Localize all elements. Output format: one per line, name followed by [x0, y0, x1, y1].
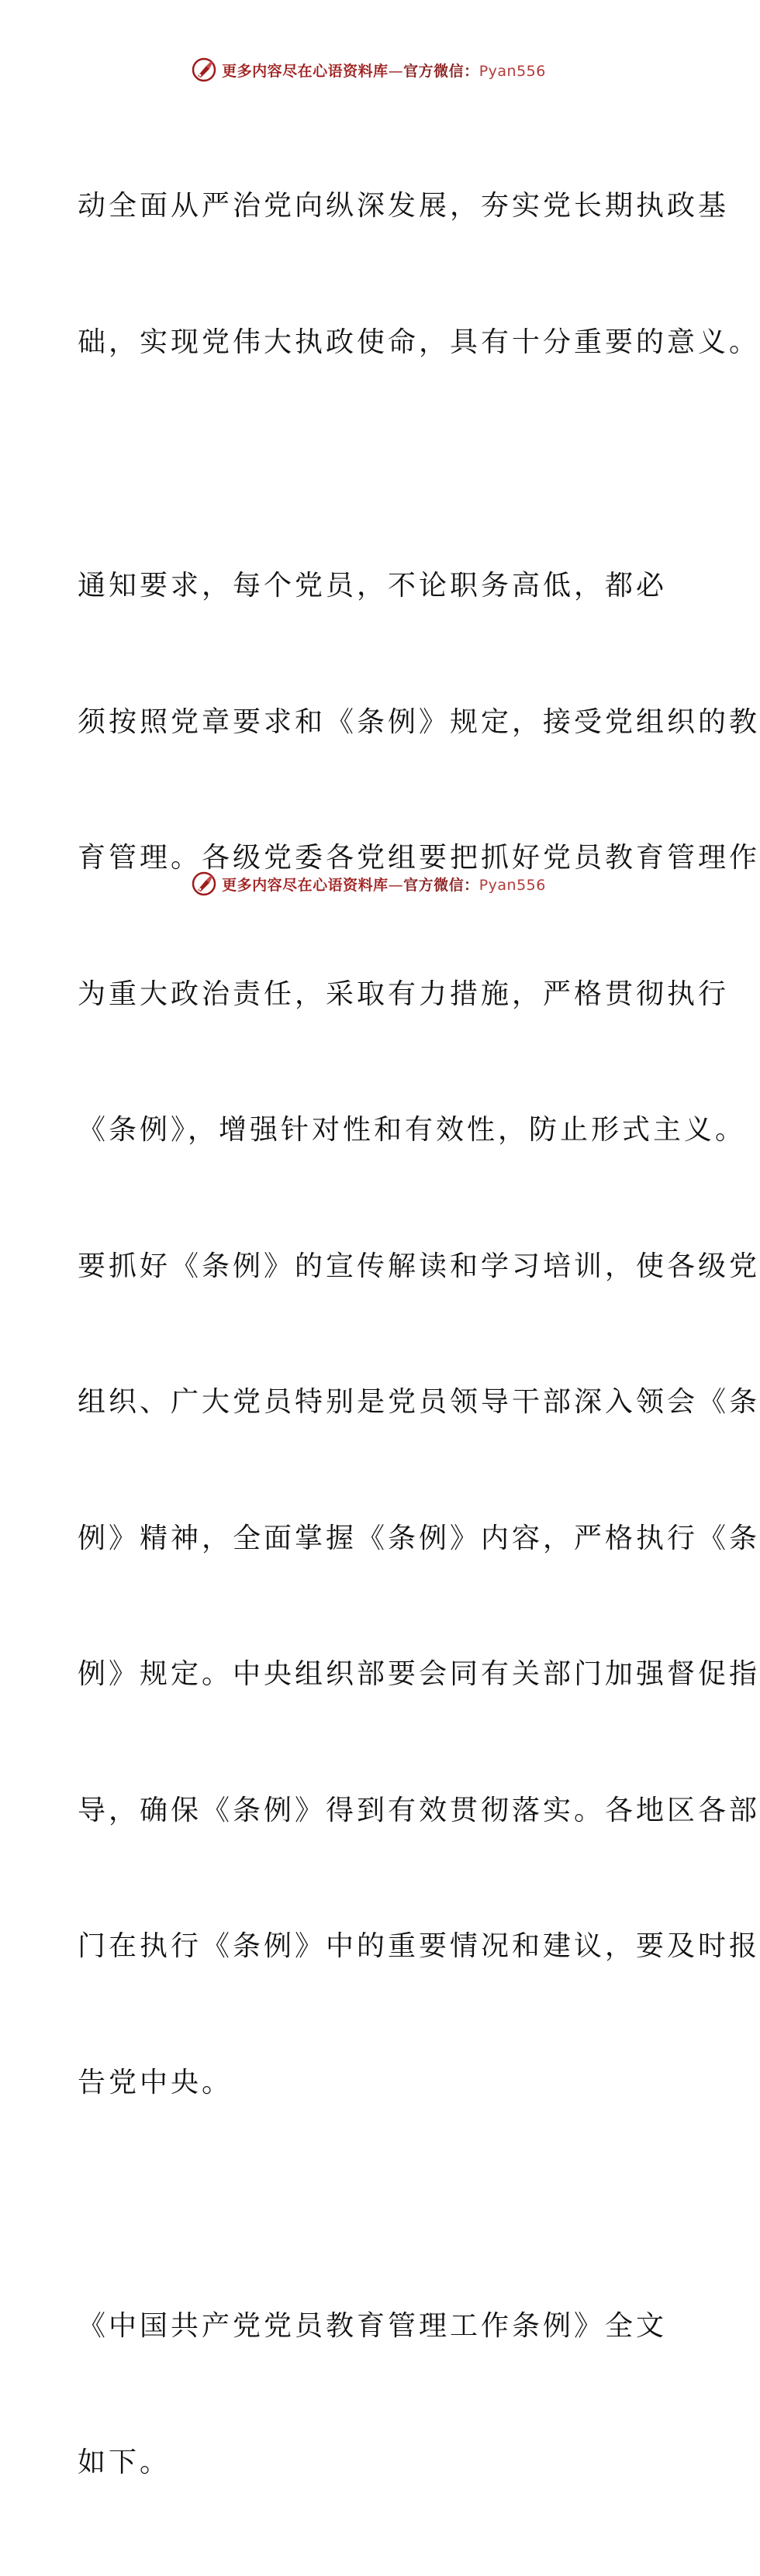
document-body	[78, 93, 760, 2576]
paragraph-line: 《中国共产党党员教育管理工作条例》全文	[78, 2310, 668, 2342]
watermark-text	[222, 60, 546, 81]
watermark-dash: —	[388, 876, 404, 894]
paragraph-line: 须按照党章要求和《条例》规定，接受党组织的教	[78, 705, 760, 738]
paragraph-line: 育管理。各级党委各党组要把抓好党员教育管理作	[78, 842, 760, 874]
watermark-text	[222, 874, 546, 895]
watermark-site: 更多内容尽在心语资料库	[222, 62, 389, 80]
paragraph-3	[78, 2213, 668, 2576]
paragraph-line: 通知要求，每个党员，不论职务高低，都必	[78, 570, 668, 602]
watermark-colon: ：	[464, 62, 479, 80]
watermark-site: 更多内容尽在心语资料库	[222, 876, 389, 894]
paragraph-1	[78, 93, 760, 456]
paragraph-line: 导，确保《条例》得到有效贯彻落实。各地区各部	[78, 1794, 760, 1826]
watermark-official: 官方微信	[403, 876, 465, 894]
paragraph-line: 告党中央。	[78, 2066, 233, 2098]
paragraph-line: 础，实现党伟大执政使命，具有十分重要的意义。	[78, 326, 760, 358]
paragraph-line: 动全面从严治党向纵深发展，夯实党长期执政基	[78, 190, 730, 222]
watermark-colon: ：	[464, 876, 479, 894]
paragraph-line: 《条例》，增强针对性和有效性，防止形式主义。	[78, 1114, 747, 1146]
watermark-dash: —	[388, 62, 404, 80]
fountain-pen-logo-icon	[191, 57, 217, 83]
paragraph-2	[78, 473, 760, 2196]
fountain-pen-logo-icon	[191, 871, 217, 897]
watermark-official: 官方微信	[403, 62, 465, 80]
footer-watermark	[0, 868, 737, 899]
paragraph-line: 例》精神，全面掌握《条例》内容，严格执行《条	[78, 1522, 760, 1554]
paragraph-line: 为重大政治责任，采取有力措施，严格贯彻执行	[78, 978, 730, 1010]
paragraph-line: 例》规定。中央组织部要会同有关部门加强督促指	[78, 1658, 760, 1690]
paragraph-line: 组织、广大党员特别是党员领导干部深入领会《条	[78, 1386, 760, 1418]
paragraph-line: 门在执行《条例》中的重要情况和建议，要及时报	[78, 1930, 760, 1962]
paragraph-line: 要抓好《条例》的宣传解读和学习培训，使各级党	[78, 1250, 760, 1282]
paragraph-line: 如下。	[78, 2446, 171, 2478]
watermark-wechat-id: Pyan556	[478, 62, 546, 80]
watermark-wechat-id: Pyan556	[478, 876, 546, 894]
header-watermark	[0, 54, 737, 85]
